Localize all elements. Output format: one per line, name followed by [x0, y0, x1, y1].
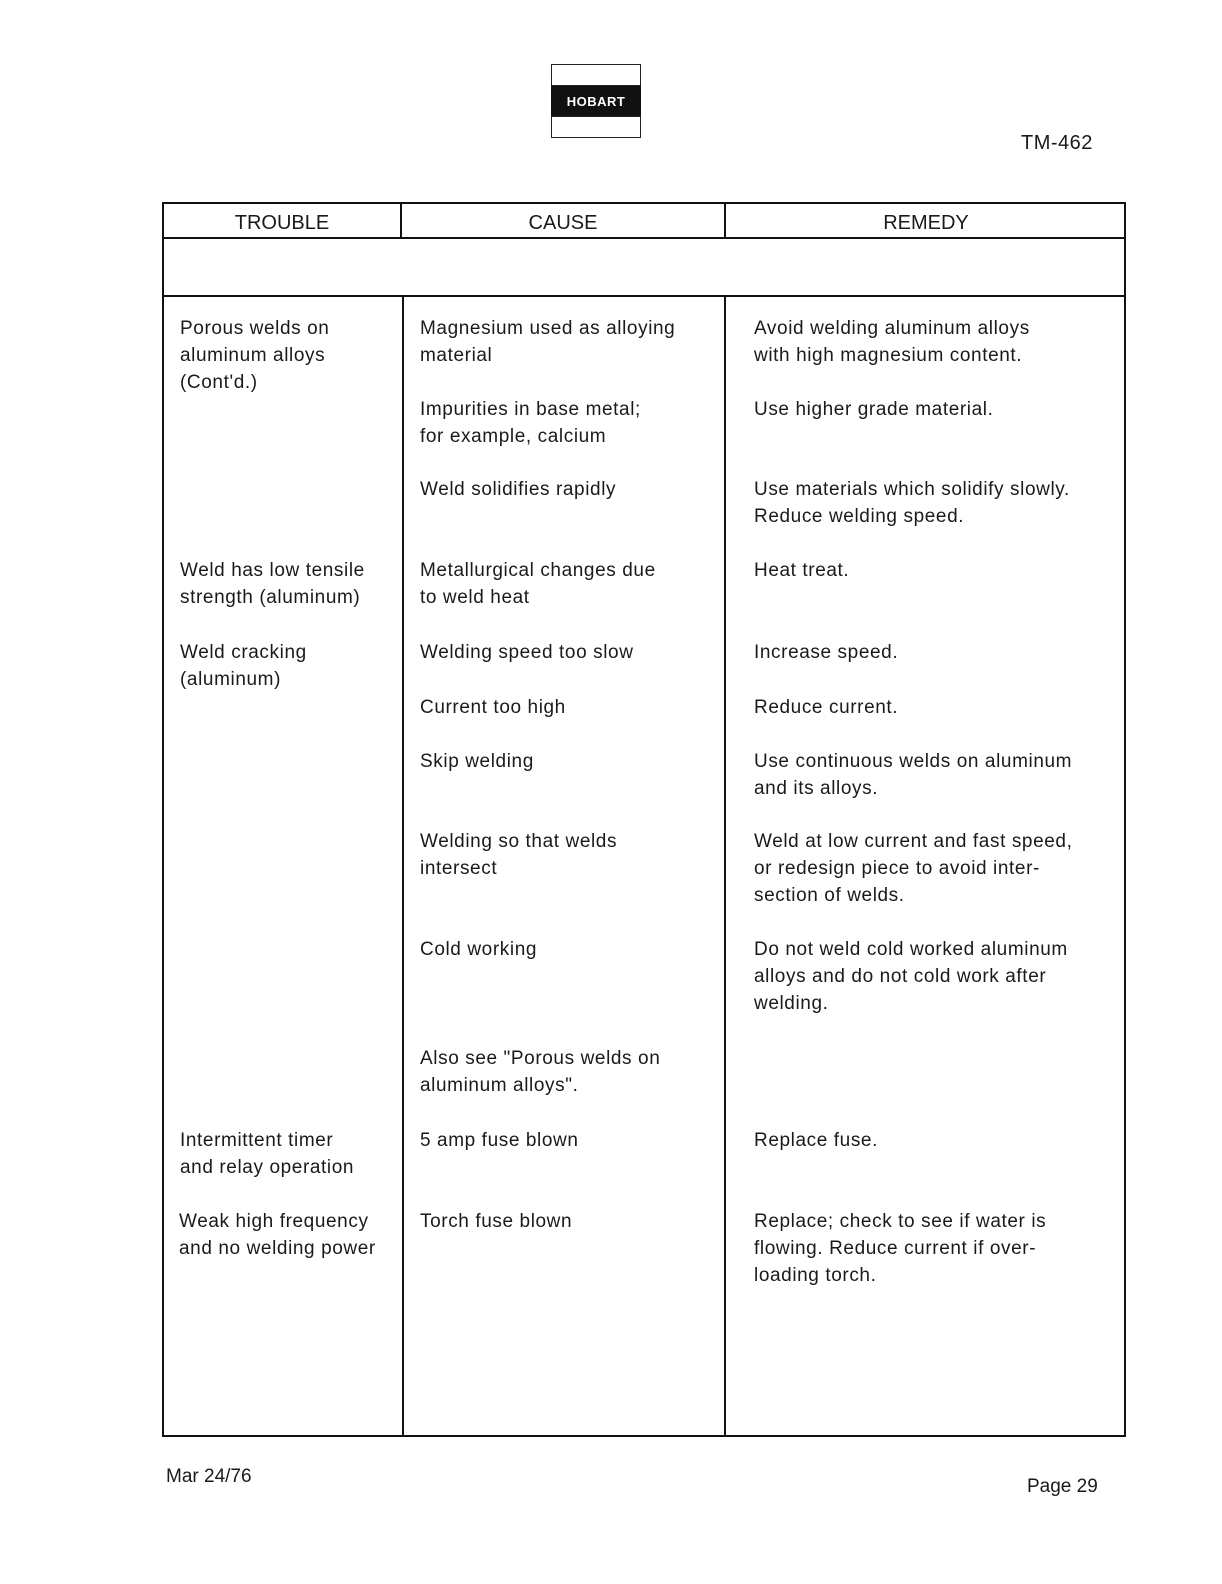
- table-spacer-row: [164, 239, 1124, 297]
- trouble-cell: Weld has low tensile strength (aluminum): [180, 560, 365, 608]
- cause-cell: Metallurgical changes due to weld heat: [420, 560, 656, 608]
- cause-cell: Skip welding: [420, 751, 534, 772]
- remedy-cell: Replace; check to see if water is flowing. Reduce current if over- loading torch.: [754, 1211, 1047, 1286]
- page-number: Page 29: [1027, 1476, 1098, 1497]
- remedy-cell: Avoid welding aluminum alloys with high magnesium content.: [754, 318, 1030, 366]
- hobart-logo: [551, 64, 641, 138]
- cause-cell: Current too high: [420, 697, 566, 718]
- header-remedy: REMEDY: [883, 212, 969, 234]
- remedy-cell: Do not weld cold worked aluminum alloys and do not cold work after welding.: [754, 939, 1068, 1014]
- trouble-cell: Intermittent timer and relay operation: [180, 1130, 355, 1178]
- cause-cell: Welding so that welds intersect: [420, 831, 618, 879]
- logo-bottom-box: [551, 116, 641, 138]
- remedy-cell: Weld at low current and fast speed, or redesign piece to avoid inter- section of welds.: [754, 831, 1073, 906]
- remedy-cell: Use higher grade material.: [754, 399, 994, 420]
- troubleshooting-table: [162, 202, 1126, 1437]
- column-divider-1: [402, 297, 404, 1437]
- cause-cell: Torch fuse blown: [420, 1211, 573, 1232]
- cause-cell: Impurities in base metal; for example, calcium: [420, 399, 641, 447]
- cause-cell: 5 amp fuse blown: [420, 1130, 579, 1151]
- document-number: TM-462: [1021, 132, 1093, 154]
- remedy-cell: Reduce current.: [754, 697, 899, 718]
- footer-date: Mar 24/76: [166, 1466, 252, 1487]
- remedy-cell: Increase speed.: [754, 642, 899, 663]
- header-cause: CAUSE: [528, 212, 598, 234]
- cause-cell: Also see "Porous welds on aluminum alloys".: [420, 1048, 661, 1096]
- trouble-cell: Porous welds on aluminum alloys (Cont'd.): [180, 318, 330, 393]
- cause-cell: Welding speed too slow: [420, 642, 634, 663]
- trouble-cell: Weak high frequency and no welding power: [179, 1211, 376, 1259]
- trouble-cell: Weld cracking (aluminum): [180, 642, 307, 690]
- cause-cell: Cold working: [420, 939, 538, 960]
- remedy-cell: Use continuous welds on aluminum and its alloys.: [754, 751, 1073, 799]
- column-divider-2: [724, 297, 726, 1437]
- logo-text: HOBART: [551, 86, 641, 116]
- remedy-cell: Use materials which solidify slowly. Reduce welding speed.: [754, 479, 1070, 527]
- remedy-cell: Heat treat.: [754, 560, 850, 581]
- cause-cell: Weld solidifies rapidly: [420, 479, 617, 500]
- logo-top-box: [551, 64, 641, 86]
- remedy-cell: Replace fuse.: [754, 1130, 878, 1151]
- header-trouble: TROUBLE: [234, 212, 330, 234]
- cause-cell: Magnesium used as alloying material: [420, 318, 676, 366]
